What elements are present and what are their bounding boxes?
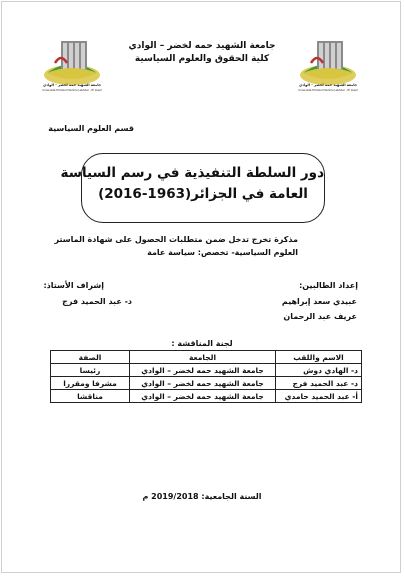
thesis-title-line2: العامة في الجزائر(1963-2016) <box>98 186 308 202</box>
jury-header-row <box>51 351 362 364</box>
jury-member-university: جامعة الشهيد حمه لخضر – الوادي <box>130 390 276 403</box>
jury-member-name: د- الهادي دوش <box>276 364 362 377</box>
jury-member-university: جامعة الشهيد حمه لخضر – الوادي <box>130 377 276 390</box>
thesis-title-box <box>60 153 325 223</box>
faculty-name: كلية الحقوق والعلوم السياسية <box>134 54 270 64</box>
logo-caption-left-fr: Université Echahid Hamma Lakhdar - El Oued <box>42 89 102 92</box>
table-row <box>51 390 362 403</box>
university-logo-right <box>297 33 359 93</box>
logo-caption-right-fr: Université Echahid Hamma Lakhdar - El Oued <box>298 89 358 92</box>
jury-member-role: مشرفا ومقررا <box>51 377 130 390</box>
jury-table <box>50 350 362 403</box>
table-row <box>51 364 362 377</box>
university-logo-left <box>41 33 103 93</box>
jury-header-role: الصفة <box>51 351 130 364</box>
jury-header-name: الاسم واللقب <box>276 351 362 364</box>
student-name: عريف عبد الرحمان <box>283 312 357 321</box>
thesis-title-line1: دور السلطة التنفيذية في رسم السياسة <box>60 165 324 181</box>
student-name: عبيدي سعد إبراهيم <box>281 297 357 306</box>
academic-year: السنة الجامعية: 2019/2018 م <box>142 492 262 501</box>
jury-header-university: الجامعة <box>130 351 276 364</box>
jury-member-role: رئيسا <box>51 364 130 377</box>
jury-member-name: د- عبد الحميد فرج <box>276 377 362 390</box>
department-name: قسم العلوم السياسية <box>48 124 134 133</box>
jury-member-name: أ- عبد الحميد حامدي <box>276 390 362 403</box>
logo-caption-right: جامعة الشهيد حمه لخضر - الوادي <box>298 83 358 87</box>
logo-caption-left: جامعة الشهيد حمه لخضر - الوادي <box>42 83 102 87</box>
supervisor-label: إشراف الأستاذ: <box>43 281 104 290</box>
memo-line2: العلوم السياسية- تخصص: سياسة عامة <box>147 248 298 257</box>
table-row <box>51 377 362 390</box>
header-block <box>110 40 294 66</box>
jury-member-university: جامعة الشهيد حمه لخضر – الوادي <box>130 364 276 377</box>
memo-line1: مذكرة تخرج تدخل ضمن متطلبات الحصول على شهادة الماستر <box>54 235 298 244</box>
university-name: جامعة الشهيد حمه لخضر – الوادي <box>128 41 276 51</box>
jury-member-role: مناقشا <box>51 390 130 403</box>
jury-title: لجنة المناقشة : <box>171 339 233 348</box>
supervisor-name: د- عبد الحميد فرج <box>62 297 132 306</box>
students-label: إعداد الطالبين: <box>299 281 358 290</box>
